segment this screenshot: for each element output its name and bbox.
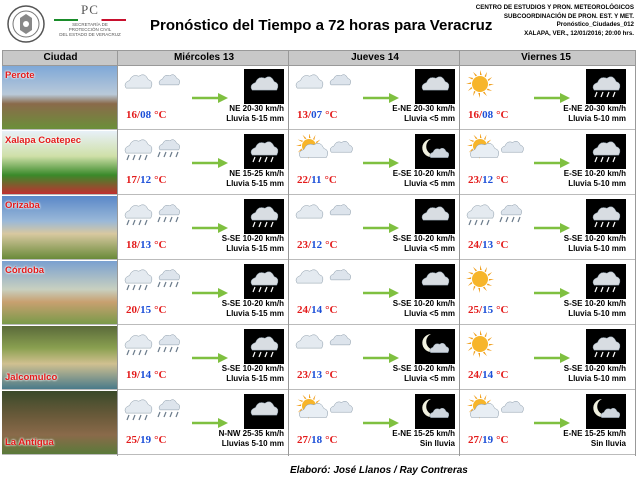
forecast-cell xyxy=(289,196,459,259)
wind-rain-info xyxy=(226,104,284,124)
temp-separator: / xyxy=(308,369,312,381)
wind-rain-info xyxy=(564,364,626,384)
wind-rain-info xyxy=(393,234,455,254)
temp-min: 13 xyxy=(311,369,323,381)
wind-arrow-icon xyxy=(532,287,572,299)
wind-arrow-icon xyxy=(361,222,401,234)
temp-unit: °C xyxy=(154,369,167,381)
wind-speed: E-NE 20-30 km/h xyxy=(392,104,455,113)
rain-icon xyxy=(122,199,184,229)
wind-arrow-icon xyxy=(361,157,401,169)
wind-speed: S-SE 10-20 km/h xyxy=(221,234,284,243)
table-row xyxy=(2,391,636,455)
rain-night-icon xyxy=(244,134,284,169)
temp-min: 14 xyxy=(140,369,152,381)
institution-line-1: CENTRO DE ESTUDIOS Y PRON. METEOROLÓGICOS xyxy=(475,4,634,11)
temp-separator: / xyxy=(308,304,312,316)
temp-unit: °C xyxy=(496,369,509,381)
sun-icon xyxy=(464,329,526,359)
city-photo xyxy=(2,261,117,324)
temp-min: 15 xyxy=(482,304,494,316)
temp-separator: / xyxy=(308,239,312,251)
table-row xyxy=(2,66,636,130)
city-photo xyxy=(2,196,117,259)
temp-min: 19 xyxy=(140,434,152,446)
temp-separator: / xyxy=(137,304,141,316)
temp-unit: °C xyxy=(496,174,509,186)
city-name: Xalapa Coatepec xyxy=(5,135,82,146)
temp-min: 14 xyxy=(482,369,494,381)
cloudy-night-icon xyxy=(415,199,455,234)
wind-rain-info xyxy=(222,364,284,384)
forecast-cell xyxy=(289,66,459,129)
cloudy-night-icon xyxy=(244,69,284,104)
wind-speed: N-NW 25-35 km/h xyxy=(218,429,284,438)
wind-arrow-icon xyxy=(361,352,401,364)
temp-max: 24 xyxy=(468,239,479,251)
wind-arrow-icon xyxy=(190,222,230,234)
wind-speed: S-SE 10-20 km/h xyxy=(563,234,626,243)
forecast-cell xyxy=(118,391,288,454)
table-row xyxy=(2,326,636,390)
temp-max: 18 xyxy=(126,239,137,251)
rain-amount: Sin lluvia xyxy=(590,439,626,448)
wind-rain-info xyxy=(564,234,626,254)
forecast-cell xyxy=(460,66,630,129)
temp-separator: / xyxy=(137,369,141,381)
temp-unit: °C xyxy=(154,239,167,251)
rain-night-icon xyxy=(586,329,626,364)
forecast-cell xyxy=(118,196,288,259)
wind-rain-info xyxy=(563,104,626,124)
table-row xyxy=(2,196,636,260)
temperature xyxy=(126,304,166,316)
temp-separator: / xyxy=(308,434,312,446)
moon-cloud-icon xyxy=(415,394,455,429)
temp-separator: / xyxy=(308,174,312,186)
temp-max: 20 xyxy=(126,304,137,316)
sun-icon xyxy=(464,264,526,294)
temp-separator: / xyxy=(479,434,483,446)
cloudy-night-icon xyxy=(415,264,455,299)
wind-arrow-icon xyxy=(190,92,230,104)
rain-amount: Lluvia <5 mm xyxy=(404,309,455,318)
wind-arrow-icon xyxy=(532,92,572,104)
temperature xyxy=(468,239,508,251)
temp-min: 08 xyxy=(482,109,494,121)
temperature xyxy=(297,304,337,316)
temperature xyxy=(126,434,166,446)
column-divider xyxy=(459,50,460,456)
temp-max: 27 xyxy=(297,434,308,446)
rain-amount: Lluvias 5-10 mm xyxy=(221,439,284,448)
temp-min: 19 xyxy=(482,434,494,446)
temperature xyxy=(468,174,508,186)
wind-arrow-icon xyxy=(190,157,230,169)
temp-min: 13 xyxy=(482,239,494,251)
rain-night-icon xyxy=(244,199,284,234)
temp-separator: / xyxy=(479,239,483,251)
temp-min: 07 xyxy=(311,109,323,121)
agency-subtitle-3: DEL ESTADO DE VERACRUZ xyxy=(59,32,121,37)
wind-arrow-icon xyxy=(190,287,230,299)
forecast-cell xyxy=(289,391,459,454)
partly-cloudy-icon xyxy=(293,134,355,164)
wind-rain-info xyxy=(222,299,284,319)
wind-arrow-icon xyxy=(361,417,401,429)
column-divider xyxy=(635,50,636,456)
temp-separator: / xyxy=(308,109,312,121)
wind-speed: S-SE 10-20 km/h xyxy=(563,364,626,373)
temp-separator: / xyxy=(479,174,483,186)
city-photo xyxy=(2,131,117,194)
temperature xyxy=(126,109,166,121)
wind-rain-info xyxy=(226,169,284,189)
city-photo xyxy=(2,66,117,129)
issue-datetime: XALAPA, VER., 12/01/2016; 20:00 hrs. xyxy=(524,29,634,37)
temperature xyxy=(126,369,166,381)
flag-stripe xyxy=(54,19,126,21)
table-row xyxy=(2,261,636,325)
temp-unit: °C xyxy=(325,369,338,381)
temp-max: 23 xyxy=(297,369,308,381)
temperature xyxy=(126,239,166,251)
wind-speed: E-NE 20-30 km/h xyxy=(563,104,626,113)
city-name: Orizaba xyxy=(5,200,40,211)
temp-unit: °C xyxy=(324,174,337,186)
column-divider xyxy=(117,50,118,456)
forecast-cell xyxy=(460,326,630,389)
wind-speed: S-SE 10-20 km/h xyxy=(221,299,284,308)
temp-separator: / xyxy=(479,369,483,381)
rain-amount: Lluvia 5-10 mm xyxy=(568,244,626,253)
page-title: Pronóstico del Tiempo a 72 horas para Veracruz xyxy=(150,17,493,34)
rain-amount: Lluvia <5 mm xyxy=(404,244,455,253)
agency-subtitle-2: PROTECCIÓN CIVIL xyxy=(68,27,112,32)
rain-amount: Sin lluvia xyxy=(419,439,455,448)
rain-amount: Lluvia 5-15 mm xyxy=(226,114,284,123)
temp-unit: °C xyxy=(496,304,509,316)
temp-max: 24 xyxy=(297,304,308,316)
wind-arrow-icon xyxy=(532,222,572,234)
moon-cloud-icon xyxy=(415,134,455,169)
rain-amount: Lluvia 5-10 mm xyxy=(568,309,626,318)
column-header-city: Ciudad xyxy=(43,52,78,63)
forecast-cell xyxy=(118,66,288,129)
city-name: Córdoba xyxy=(5,265,45,276)
wind-rain-info xyxy=(222,234,284,254)
city-name: Jalcomulco xyxy=(5,372,58,383)
sun-cloud-icon xyxy=(464,394,526,424)
cloudy-night-icon xyxy=(415,69,455,104)
temp-min: 08 xyxy=(140,109,152,121)
agency-title: PC xyxy=(81,2,99,17)
wind-speed: E-NE 15-25 km/h xyxy=(563,429,626,438)
column-divider xyxy=(288,50,289,456)
temp-separator: / xyxy=(479,109,483,121)
wind-arrow-icon xyxy=(532,417,572,429)
rain-icon xyxy=(122,394,184,424)
wind-arrow-icon xyxy=(532,352,572,364)
temp-unit: °C xyxy=(496,434,509,446)
rain-amount: Lluvia 5-15 mm xyxy=(226,244,284,253)
rain-night-icon xyxy=(244,264,284,299)
rain-night-icon xyxy=(586,199,626,234)
temp-separator: / xyxy=(137,239,141,251)
wind-rain-info xyxy=(393,299,455,319)
temp-max: 22 xyxy=(297,174,308,186)
cloudy-icon xyxy=(122,69,184,99)
agency-subtitle-1: SECRETARÍA DE xyxy=(72,22,108,27)
forecast-cell xyxy=(460,261,630,324)
temperature xyxy=(468,109,508,121)
column-header-day3: Viernes 15 xyxy=(521,52,571,63)
rain-amount: Lluvia 5-10 mm xyxy=(568,179,626,188)
temp-min: 18 xyxy=(311,434,323,446)
rain-amount: Lluvia 5-15 mm xyxy=(226,309,284,318)
moon-cloud-icon xyxy=(415,329,455,364)
agency-block xyxy=(50,2,130,37)
rain-amount: Lluvia <5 mm xyxy=(404,179,455,188)
temp-min: 11 xyxy=(311,174,322,186)
temp-separator: / xyxy=(137,109,141,121)
forecast-cell xyxy=(289,131,459,194)
temperature xyxy=(468,304,508,316)
temp-max: 19 xyxy=(126,369,137,381)
temp-max: 16 xyxy=(468,109,479,121)
table-row xyxy=(2,131,636,195)
cloudy-icon xyxy=(293,199,355,229)
temp-unit: °C xyxy=(154,174,167,186)
rain-amount: Lluvia 5-10 mm xyxy=(568,374,626,383)
forecast-id: Pronóstico_Ciudades_012 xyxy=(556,21,634,28)
forecast-cell xyxy=(289,261,459,324)
forecast-cell xyxy=(460,131,630,194)
wind-speed: NE 15-25 km/h xyxy=(229,169,284,178)
wind-rain-info xyxy=(393,169,455,189)
temp-min: 12 xyxy=(482,174,494,186)
temp-max: 27 xyxy=(468,434,479,446)
header xyxy=(0,0,640,50)
wind-speed: S-SE 10-20 km/h xyxy=(563,299,626,308)
wind-speed: S-SE 10-20 km/h xyxy=(221,364,284,373)
author-credit: Elaboró: José Llanos / Ray Contreras xyxy=(290,465,468,476)
cloudy-icon xyxy=(293,69,355,99)
rain-night-icon xyxy=(586,69,626,104)
temp-unit: °C xyxy=(325,239,338,251)
city-name: Perote xyxy=(5,70,35,81)
temp-unit: °C xyxy=(154,109,167,121)
rain-icon xyxy=(464,199,526,229)
wind-speed: NE 20-30 km/h xyxy=(229,104,284,113)
temp-max: 16 xyxy=(126,109,137,121)
sun-cloud-icon xyxy=(293,394,355,424)
rain-night-icon xyxy=(244,329,284,364)
wind-speed: S-SE 10-20 km/h xyxy=(392,364,455,373)
forecast-cell xyxy=(460,196,630,259)
temp-unit: °C xyxy=(325,109,338,121)
wind-arrow-icon xyxy=(361,92,401,104)
temp-unit: °C xyxy=(154,434,167,446)
temp-min: 12 xyxy=(311,239,323,251)
wind-rain-info xyxy=(564,169,626,189)
temp-min: 13 xyxy=(140,239,152,251)
forecast-cell xyxy=(118,326,288,389)
temp-max: 23 xyxy=(468,174,479,186)
temperature xyxy=(297,174,337,186)
temperature xyxy=(468,434,508,446)
temp-min: 15 xyxy=(140,304,152,316)
wind-rain-info xyxy=(393,364,455,384)
temp-max: 25 xyxy=(126,434,137,446)
cloudy-icon xyxy=(293,264,355,294)
cloudy-night-icon xyxy=(244,394,284,429)
city-photo xyxy=(2,391,117,454)
rain-night-icon xyxy=(586,264,626,299)
wind-rain-info xyxy=(392,429,455,449)
city-name: La Antigua xyxy=(5,437,54,448)
institution-block xyxy=(394,4,634,38)
forecast-cell xyxy=(118,261,288,324)
rain-amount: Lluvia <5 mm xyxy=(404,114,455,123)
institution-line-2: SUBCOORDINACIÓN DE PRON. EST. Y MET. xyxy=(503,12,634,20)
wind-speed: E-NE 15-25 km/h xyxy=(392,429,455,438)
forecast-cell xyxy=(118,131,288,194)
city-photo xyxy=(2,326,117,389)
rain-amount: Lluvia 5-15 mm xyxy=(226,179,284,188)
temperature xyxy=(468,369,508,381)
wind-rain-info xyxy=(563,429,626,449)
rain-amount: Lluvia <5 mm xyxy=(404,374,455,383)
temp-unit: °C xyxy=(325,304,338,316)
rain-amount: Lluvia 5-15 mm xyxy=(226,374,284,383)
wind-speed: E-SE 10-20 km/h xyxy=(392,169,455,178)
temp-max: 13 xyxy=(297,109,308,121)
column-header-day2: Jueves 14 xyxy=(351,52,399,63)
cloudy-icon xyxy=(293,329,355,359)
temp-max: 25 xyxy=(468,304,479,316)
coat-of-arms-logo xyxy=(6,2,46,46)
temp-min: 12 xyxy=(140,174,152,186)
temperature xyxy=(297,239,337,251)
wind-rain-info xyxy=(219,429,284,449)
temperature xyxy=(297,434,337,446)
wind-rain-info xyxy=(564,299,626,319)
wind-arrow-icon xyxy=(190,417,230,429)
temp-max: 23 xyxy=(297,239,308,251)
temp-unit: °C xyxy=(154,304,167,316)
temp-unit: °C xyxy=(496,239,509,251)
wind-rain-info xyxy=(392,104,455,124)
rain-icon xyxy=(122,134,184,164)
wind-speed: S-SE 10-20 km/h xyxy=(392,299,455,308)
forecast-cell xyxy=(460,391,630,454)
rain-icon xyxy=(122,329,184,359)
forecast-cell xyxy=(289,326,459,389)
temp-separator: / xyxy=(137,434,141,446)
column-header-day1: Miércoles 13 xyxy=(173,52,235,63)
temp-separator: / xyxy=(479,304,483,316)
moon-cloud-icon xyxy=(586,394,626,429)
temp-separator: / xyxy=(137,174,141,186)
temp-max: 17 xyxy=(126,174,137,186)
temp-min: 14 xyxy=(311,304,323,316)
temperature xyxy=(126,174,166,186)
sun-cloud-icon xyxy=(464,134,526,164)
temperature xyxy=(297,369,337,381)
wind-arrow-icon xyxy=(190,352,230,364)
wind-speed: S-SE 10-20 km/h xyxy=(392,234,455,243)
wind-speed: E-SE 10-20 km/h xyxy=(563,169,626,178)
sun-icon xyxy=(464,69,526,99)
wind-arrow-icon xyxy=(532,157,572,169)
temp-max: 24 xyxy=(468,369,479,381)
temperature xyxy=(297,109,337,121)
table-header xyxy=(2,50,636,66)
rain-night-icon xyxy=(586,134,626,169)
wind-arrow-icon xyxy=(361,287,401,299)
rain-amount: Lluvia 5-10 mm xyxy=(568,114,626,123)
temp-unit: °C xyxy=(325,434,338,446)
temp-unit: °C xyxy=(496,109,509,121)
rain-icon xyxy=(122,264,184,294)
